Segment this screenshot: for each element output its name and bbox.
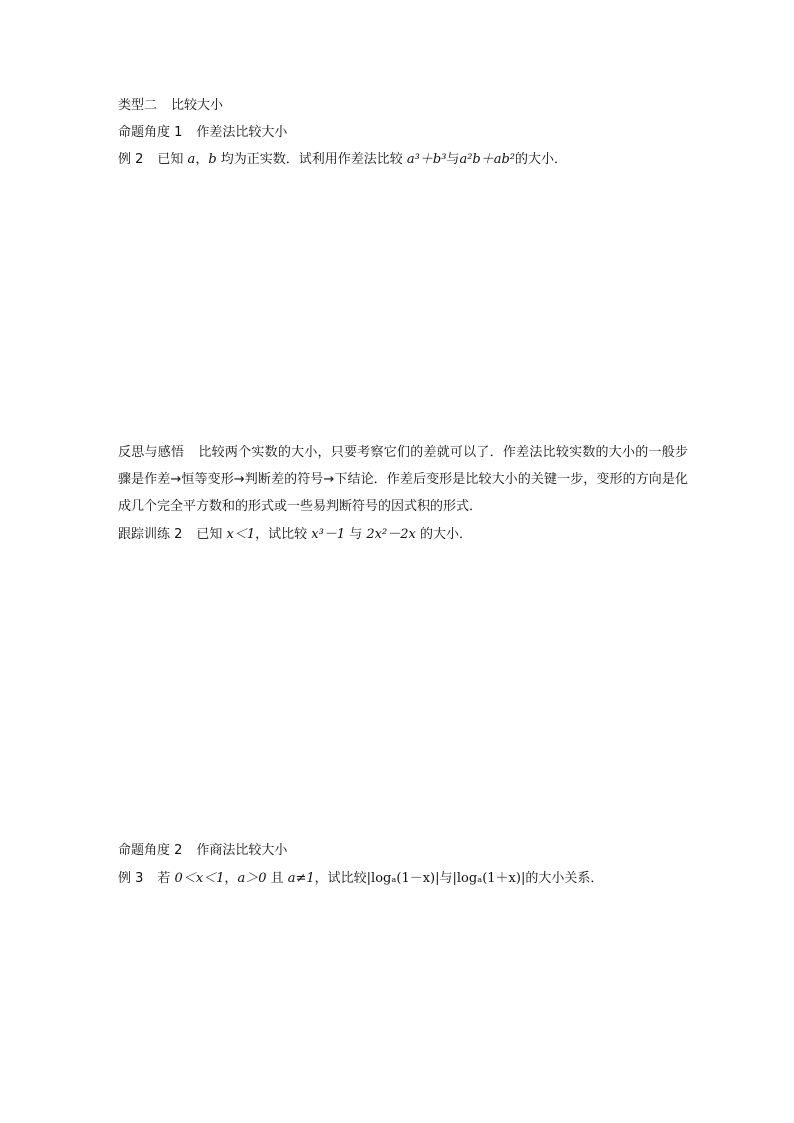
practice2-text-4: 的大小．	[415, 527, 472, 542]
practice2-text-3: 与	[345, 527, 367, 542]
example2-text-4: 的大小．	[515, 152, 568, 167]
example3-text-2: 且	[266, 871, 288, 886]
example2-text-3: 与	[446, 152, 460, 167]
practice2-expression-2: 2x²－2x	[366, 527, 416, 542]
example2-expression-2: a²b＋ab²	[459, 152, 516, 167]
example3-label: 例 3	[118, 871, 144, 886]
practice2-text-2: ，试比较	[255, 527, 312, 542]
example2-problem	[118, 151, 567, 169]
example2-label: 例 2	[118, 152, 144, 167]
section-type-label: 类型二	[118, 98, 158, 113]
example3-text-4: 与	[439, 871, 453, 886]
practice2-expression-1: x³－1	[311, 527, 346, 542]
example2-text-1: 已知	[157, 152, 188, 167]
example3-expression-2: |logₐ(1＋x)|	[452, 871, 526, 886]
example3-problem	[118, 870, 603, 888]
example2-var-a: a	[187, 152, 196, 167]
practice2-problem	[118, 526, 472, 544]
section-heading	[118, 97, 223, 115]
example3-separator: ，	[224, 871, 238, 886]
angle2-title: 作商法比较大小	[196, 843, 288, 858]
example3-text-3: ，试比较	[314, 871, 367, 886]
angle2-heading	[118, 842, 287, 860]
example2-text-2: 均为正实数．试利用作差法比较	[216, 152, 407, 167]
angle2-label: 命题角度 2	[118, 843, 183, 858]
example3-condition-1: 0＜x＜1	[174, 871, 225, 886]
practice2-text-1: 已知	[196, 527, 227, 542]
practice2-condition: x＜1	[226, 527, 256, 542]
example3-text-5: 的大小关系．	[525, 871, 604, 886]
reflection-text: 比较两个实数的大小，只要考察它们的差就可以了．作差法比较实数的大小的一般步骤是作差→恒等变形→判断差的符号→下结论．作差后变形是比较大小的关键一步，变形的方向是化成几个完全平方数和的形式或一些易判断符号的因式积的形式．	[118, 445, 688, 514]
angle1-label: 命题角度 1	[118, 125, 183, 140]
reflection-paragraph	[118, 439, 688, 520]
angle1-title: 作差法比较大小	[196, 125, 288, 140]
example3-text-1: 若	[157, 871, 175, 886]
example2-comma: ，	[195, 152, 209, 167]
example3-expression-1: |logₐ(1－x)|	[366, 871, 440, 886]
example3-condition-2: a＞0	[237, 871, 267, 886]
practice2-label: 跟踪训练 2	[118, 527, 183, 542]
example2-var-b: b	[208, 152, 217, 167]
angle1-heading	[118, 124, 287, 142]
section-title: 比较大小	[171, 98, 224, 113]
example3-condition-3: a≠1	[287, 871, 315, 886]
example2-expression-1: a³＋b³	[406, 152, 447, 167]
reflection-label: 反思与感悟	[118, 445, 185, 460]
